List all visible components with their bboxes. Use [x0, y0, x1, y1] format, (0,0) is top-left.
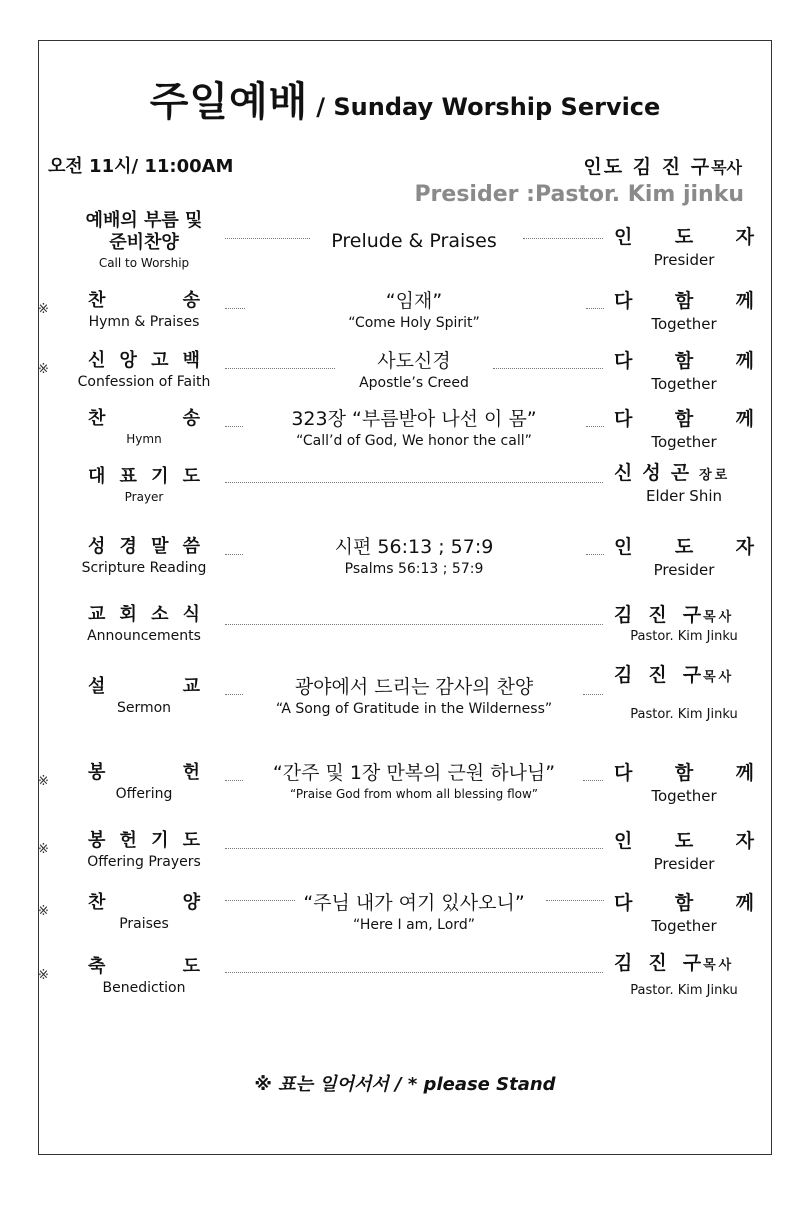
- item-responsible: 신 성 곤 장로 Elder Shin: [614, 462, 731, 505]
- item-detail: 광야에서 드리는 감사의 찬양 “A Song of Gratitude in the Wilderness”: [275, 676, 553, 717]
- title-korean: 주일예배: [149, 79, 309, 125]
- stand-note: ※ 표는 일어서서 / * please Stand: [254, 1074, 556, 1095]
- item-detail: 시편 56:13 ; 57:9 Psalms 56:13 ; 57:9: [334, 536, 494, 577]
- item-detail: “간주 및 1장 만복의 근원 하나님” “Praise God from whom all blessing flow”: [272, 762, 556, 801]
- leader-english: Presider :Pastor. Kim jinku: [414, 182, 744, 207]
- item-responsible: 다 함 께 Together: [614, 290, 754, 333]
- item-responsible: 김 진 구 목사 Pastor. Kim Jinku: [614, 664, 738, 722]
- leader-dots: [586, 554, 604, 555]
- service-time: 오전 11시/ 11:00AM: [48, 156, 234, 177]
- item-label: 찬 송 Hymn: [88, 408, 200, 446]
- stand-marker: ※: [38, 968, 49, 983]
- item-responsible: 다 함 께 Together: [614, 892, 754, 935]
- leader-dots: [225, 848, 603, 849]
- leader-dots: [583, 694, 603, 695]
- leader-dots: [586, 308, 604, 309]
- leader-dots: [586, 426, 604, 427]
- item-label: 대 표 기 도 Prayer: [88, 466, 200, 504]
- stand-marker: ※: [38, 362, 49, 377]
- stand-marker: ※: [38, 774, 49, 789]
- leader-dots: [225, 482, 603, 483]
- leader-dots: [583, 780, 603, 781]
- item-responsible: 김 진 구 목사 Pastor. Kim Jinku: [614, 604, 738, 644]
- item-responsible: 김 진 구 목사 Pastor. Kim Jinku: [614, 952, 738, 998]
- item-label: 봉 헌 기 도 Offering Prayers: [87, 830, 201, 870]
- item-responsible: 인 도 자 Presider: [614, 830, 754, 873]
- leader-korean: 인도 김 진 구목사: [583, 156, 742, 178]
- item-label: 봉 헌 Offering: [88, 762, 200, 802]
- item-label: 찬 송 Hymn & Praises: [88, 290, 200, 330]
- item-detail: 323장 “부름받아 나선 이 몸” “Call’d of God, We honor the call”: [291, 408, 537, 449]
- item-detail: 사도신경 Apostle’s Creed: [359, 350, 469, 391]
- item-label: 신 앙 고 백 Confession of Faith: [77, 350, 211, 390]
- leader-dots: [493, 368, 603, 369]
- item-label: 교 회 소 식 Announcements: [87, 604, 201, 644]
- item-responsible: 인 도 자 Presider: [614, 536, 754, 579]
- item-detail: “임재” “Come Holy Spirit”: [348, 290, 480, 331]
- item-label: 예배의 부름 및 준비찬양 Call to Worship: [85, 210, 203, 270]
- stand-marker: ※: [38, 302, 49, 317]
- item-responsible: 인 도 자 Presider: [614, 226, 754, 269]
- item-detail: “주님 내가 여기 있사오니” “Here I am, Lord”: [303, 892, 525, 933]
- item-label: 설 교 Sermon: [88, 676, 200, 716]
- item-label: 성 경 말 씀 Scripture Reading: [81, 536, 207, 576]
- stand-marker: ※: [38, 904, 49, 919]
- leader-dots: [225, 624, 603, 625]
- item-detail: Prelude & Praises: [331, 230, 497, 252]
- item-label: 찬 양 Praises: [88, 892, 200, 932]
- title-english: / Sunday Worship Service: [316, 93, 661, 121]
- item-responsible: 다 함 께 Together: [614, 762, 754, 805]
- item-responsible: 다 함 께 Together: [614, 350, 754, 393]
- item-responsible: 다 함 께 Together: [614, 408, 754, 451]
- leader-dots: [225, 972, 603, 973]
- stand-marker: ※: [38, 842, 49, 857]
- page-title: [0, 70, 810, 127]
- leader-dots: [546, 900, 604, 901]
- item-label: 축 도 Benediction: [88, 956, 200, 996]
- leader-dots: [523, 238, 603, 239]
